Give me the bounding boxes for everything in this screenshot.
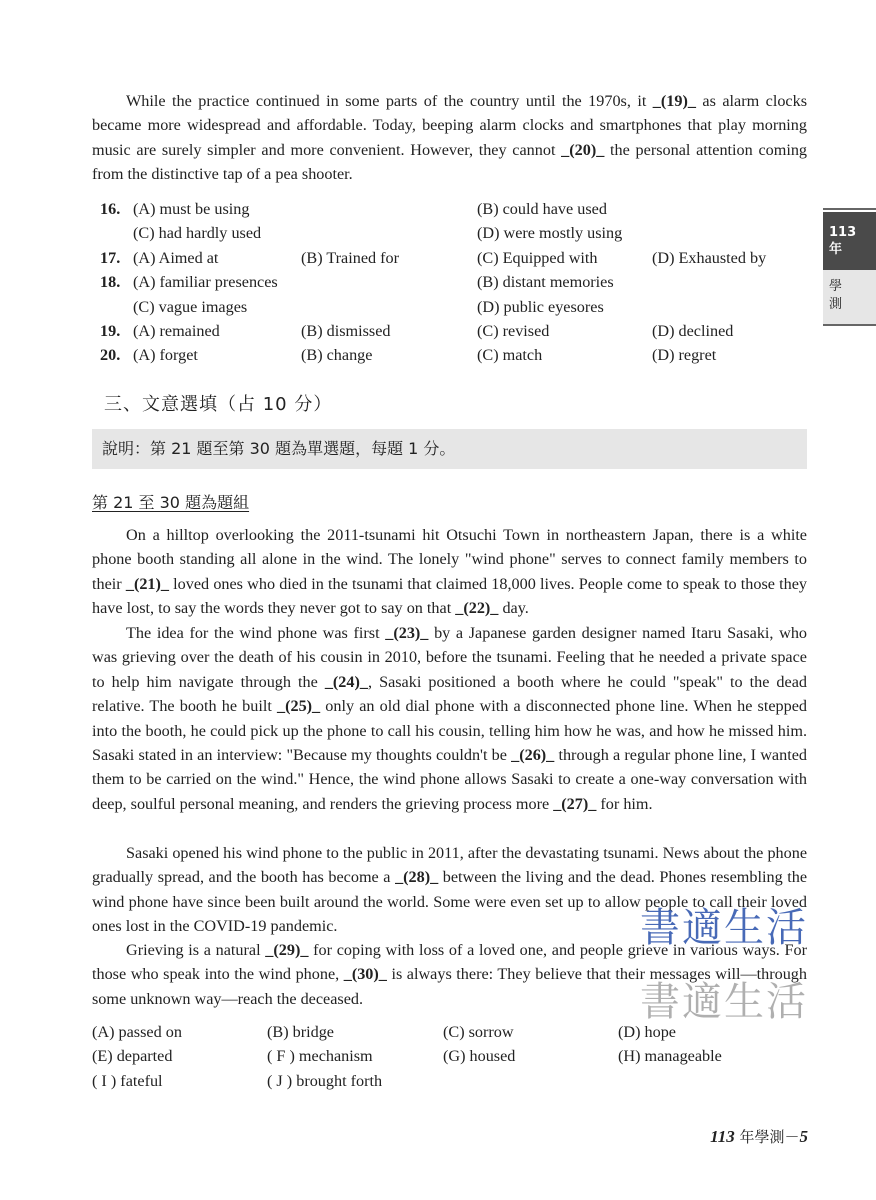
question-16-row-1: 16. (A) must be using (B) could have used bbox=[100, 197, 820, 221]
instruction-box: 說明：第 21 題至第 30 題為單選題，每題 1 分。 bbox=[92, 429, 807, 469]
option: (A) must be using bbox=[133, 200, 250, 218]
option: (C) Equipped with bbox=[477, 248, 598, 267]
option: (C) match bbox=[477, 346, 543, 365]
option: (C) revised bbox=[477, 321, 550, 340]
option: (B) change bbox=[301, 346, 373, 365]
question-17-row: 17. (A) Aimed at (B) Trained for (C) Equipped with (D) Exhausted by bbox=[100, 246, 820, 270]
passage-paragraph-4: Grieving is a natural _(29)_ for coping with loss of a loved one, and people grieve in various ways. For those who speak into the wind phone, _(30)_ is always there: They believe that their messages will—through some unknown way—reach the deceased. bbox=[92, 941, 808, 1008]
blank-19: _(19)_ bbox=[652, 92, 696, 110]
blank-22: _(22)_ bbox=[455, 599, 499, 618]
side-tab-exam: 學測 bbox=[823, 270, 876, 324]
page-number: 113 年學測－5 bbox=[710, 1127, 808, 1146]
word-bank-row bbox=[92, 1020, 807, 1044]
word-option: ( I ) fateful bbox=[92, 1071, 163, 1090]
word-option: (E) departed bbox=[92, 1047, 173, 1066]
passage-paragraph-2: The idea for the wind phone was first _(23)_ by a Japanese garden designer named Itaru Sasaki, who was grieving over the death of his cousin in 2010, before the tsunami. Feeling that he needed a private space to help him navigate through the _(24)_, Sasaki positioned a booth where he could "speak" to the dead relative. The booth he built _(25)_ only an old dial phone with a disconnected phone line. When he stepped into the booth, he could pick up the phone to call his cousin, telling him how he was, and how he missed him. Sasaki stated in an interview: "Because my thoughts couldn't be _(26)_ through a regular phone line, I wanted them to be carried on the wind." Hence, the wind phone allows Sasaki to create a one-way conversation with deep, soulful personal meaning, and renders the grieving process more _(27)_ for him. bbox=[92, 624, 808, 813]
word-option: ( F ) mechanism bbox=[267, 1047, 373, 1066]
option: (B) Trained for bbox=[301, 248, 400, 267]
word-option: (H) manageable bbox=[618, 1047, 722, 1066]
passage-paragraph-3: Sasaki opened his wind phone to the public in 2011, after the devastating tsunami. News about the phone gradually spread, and the booth has become a _(28)_ between the living and the dead. Phones resembling the wind phone have since been built around the world. Some were even set up to allow people to call their loved ones lost in the COVID-19 pandemic. bbox=[92, 844, 807, 936]
question-18-row-1: 18. (A) familiar presences (B) distant memories bbox=[100, 270, 820, 294]
side-tab-divider-top bbox=[823, 208, 876, 210]
watermark-blue: 書適生活 bbox=[640, 905, 808, 951]
option: (D) were mostly using bbox=[477, 224, 623, 243]
question-20-row: 20. (A) forget (B) change (C) match (D) regret bbox=[100, 343, 820, 367]
word-option: (B) bridge bbox=[267, 1023, 334, 1041]
blank-30: _(30)_ bbox=[343, 965, 387, 984]
option: (B) dismissed bbox=[301, 321, 391, 340]
section-title: 三、文意選填（占 10 分） bbox=[104, 394, 333, 415]
blank-25: _(25)_ bbox=[277, 697, 321, 716]
word-bank bbox=[92, 1020, 807, 1093]
option: (A) Aimed at bbox=[133, 248, 219, 267]
option: (B) could have used bbox=[477, 200, 607, 218]
option: (B) distant memories bbox=[477, 273, 614, 292]
option: (A) remained bbox=[133, 321, 220, 340]
word-option: (C) sorrow bbox=[443, 1023, 514, 1041]
blank-29: _(29)_ bbox=[265, 941, 309, 959]
watermark-gray: 書適生活 bbox=[640, 979, 808, 1025]
word-bank-row bbox=[92, 1069, 807, 1093]
question-18-row-2 bbox=[100, 295, 820, 319]
side-tab-year: 113 年 bbox=[823, 212, 876, 270]
option: (D) regret bbox=[652, 346, 717, 365]
word-option: ( J ) brought forth bbox=[267, 1071, 383, 1090]
blank-23: _(23)_ bbox=[385, 624, 429, 642]
blank-24: _(24)_ bbox=[324, 672, 368, 691]
word-option: (G) housed bbox=[443, 1047, 516, 1066]
option: (C) vague images bbox=[133, 297, 248, 316]
word-bank-row bbox=[92, 1044, 807, 1068]
passage-paragraph-1: On a hilltop overlooking the 2011-tsunami hit Otsuchi Town in northeastern Japan, there is a white phone booth standing all alone in the wind. The lonely "wind phone" serves to connect family members to their _(21)_ loved ones who died in the tsunami that claimed 18,000 lives. People come to speak to those they have lost, to say the words they never got to say on that _(22)_ day. bbox=[92, 526, 807, 618]
blank-26: _(26)_ bbox=[511, 746, 555, 765]
group-title: 第 21 至 30 題為題組 bbox=[92, 493, 250, 512]
option: (D) public eyesores bbox=[477, 297, 604, 316]
blank-20: _(20)_ bbox=[561, 140, 605, 159]
question-19-row: 19. (A) remained (B) dismissed (C) revised (D) declined bbox=[100, 319, 820, 343]
blank-27: _(27)_ bbox=[553, 794, 597, 813]
question-list bbox=[100, 197, 820, 368]
question-16-row-2 bbox=[100, 221, 820, 245]
side-tab-divider-bottom bbox=[823, 324, 876, 326]
option: (C) had hardly used bbox=[133, 224, 262, 243]
blank-28: _(28)_ bbox=[395, 868, 439, 887]
word-option: (A) passed on bbox=[92, 1023, 182, 1041]
option: (D) declined bbox=[652, 321, 734, 340]
side-tab bbox=[823, 212, 876, 324]
passage-end: While the practice continued in some parts of the country until the 1970s, it _(19)_ as alarm clocks became more widespread and affordable. Today, beeping alarm clocks and smartphones that play morning music are surely simpler and more convenient. However, they cannot _(20)_ the personal attention coming from the distinctive tap of a pea shooter. bbox=[92, 92, 808, 184]
word-option: (D) hope bbox=[618, 1023, 676, 1041]
option: (D) Exhausted by bbox=[652, 248, 767, 267]
blank-21: _(21)_ bbox=[125, 574, 169, 593]
option: (A) familiar presences bbox=[133, 273, 278, 292]
option: (A) forget bbox=[133, 346, 198, 365]
